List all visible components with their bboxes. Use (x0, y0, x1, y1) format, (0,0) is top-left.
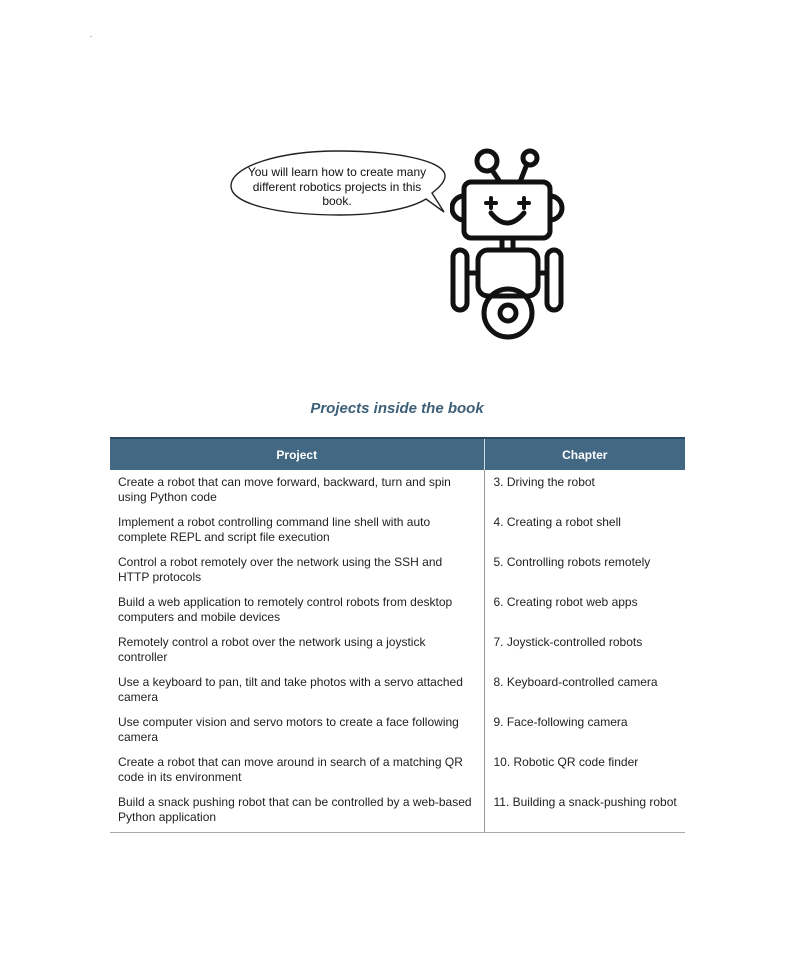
chapter-cell: 9. Face-following camera (493, 715, 628, 729)
chapter-cell: 7. Joystick-controlled robots (493, 635, 643, 649)
project-cell: Implement a robot controlling command line shell with auto complete REPL and script file execution (110, 511, 484, 551)
table-caption: Projects inside the book (310, 400, 484, 417)
project-cell: Use computer vision and servo motors to create a face following camera (110, 711, 484, 751)
table-row (110, 751, 685, 791)
project-cell: Create a robot that can move forward, backward, turn and spin using Python code (110, 470, 484, 511)
chapter-cell: 6. Creating robot web apps (493, 595, 638, 609)
project-cell: Use a keyboard to pan, tilt and take photos with a servo attached camera (110, 671, 484, 711)
table-row (110, 791, 685, 833)
speech-bubble-text: You will learn how to create many different robotics projects in this book. (247, 165, 427, 208)
table-row (110, 551, 685, 591)
table-header-row (110, 438, 685, 470)
robot-illustration (228, 146, 588, 342)
chapter-cell: 4. Creating a robot shell (493, 515, 621, 529)
project-cell: Remotely control a robot over the network using a joystick controller (110, 631, 484, 671)
table-row (110, 511, 685, 551)
table-row (110, 470, 685, 511)
project-cell: Build a snack pushing robot that can be controlled by a web-based Python application (110, 791, 484, 833)
table-row (110, 671, 685, 711)
chapter-cell: 11. Building a snack-pushing robot (484, 791, 685, 833)
scan-speck (90, 36, 92, 37)
table-row (110, 711, 685, 751)
chapter-cell: 3. Driving the robot (493, 475, 595, 489)
table-row (110, 631, 685, 671)
project-cell: Create a robot that can move around in search of a matching QR code in its environment (110, 751, 484, 791)
project-cell: Control a robot remotely over the network using the SSH and HTTP protocols (110, 551, 484, 591)
chapter-cell: 5. Controlling robots remotely (493, 555, 651, 569)
column-header-chapter: Chapter (484, 438, 685, 470)
chapter-cell: 8. Keyboard-controlled camera (493, 675, 658, 689)
projects-table (110, 437, 685, 833)
robot-icon (450, 148, 570, 340)
table-row (110, 591, 685, 631)
project-cell: Build a web application to remotely control robots from desktop computers and mobile devices (110, 591, 484, 631)
chapter-cell: 10. Robotic QR code finder (493, 755, 639, 769)
column-header-project: Project (110, 438, 484, 470)
